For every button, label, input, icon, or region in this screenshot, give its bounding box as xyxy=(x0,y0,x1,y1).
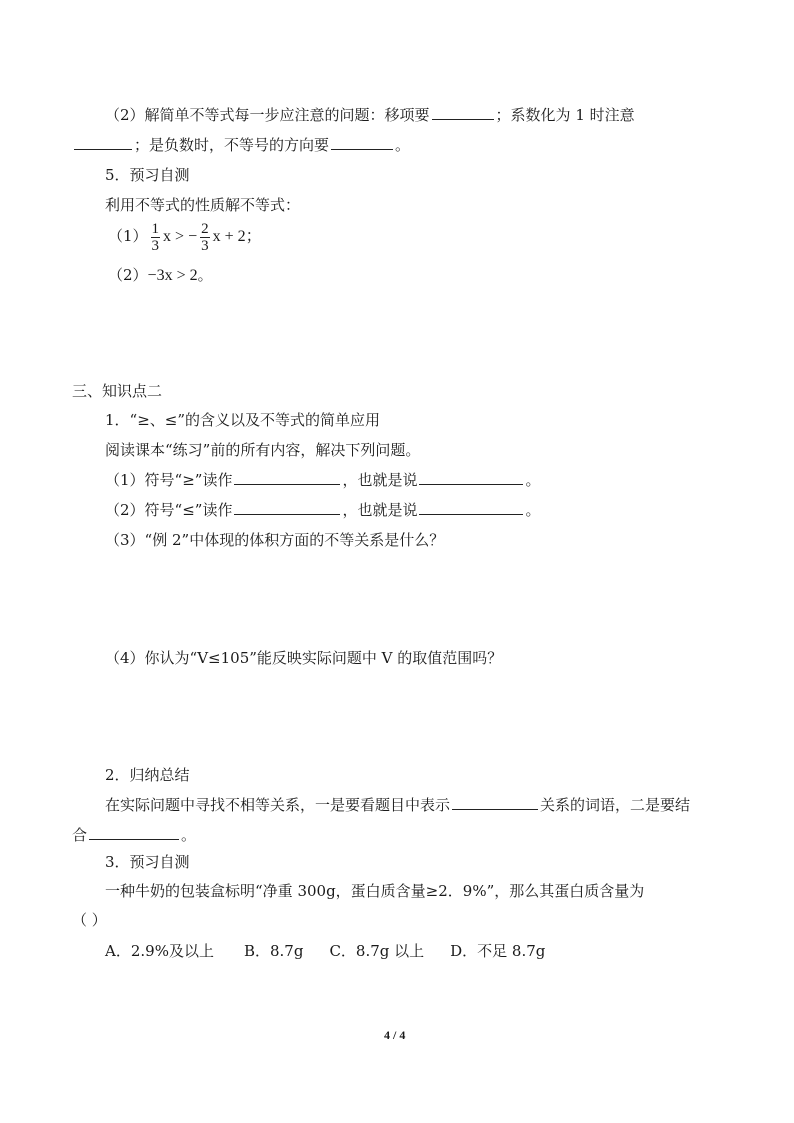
item3-question: 一种牛奶的包装盒标明“净重 300g，蛋白质含量≥2．9%”，那么其蛋白质含量为 xyxy=(105,882,645,900)
step-attention-text: （2）解简单不等式每一步应注意的问题：移项要 xyxy=(105,106,430,124)
denominator: 3 xyxy=(151,237,160,254)
item1-question-1 xyxy=(105,470,540,490)
question-label: （1） xyxy=(108,227,148,245)
item2-summary-line1 xyxy=(105,795,690,815)
item3-options xyxy=(105,941,545,961)
item1-instruction: 阅读课本“练习”前的所有内容，解决下列问题。 xyxy=(105,441,421,459)
question-text: ，也就是说 xyxy=(342,501,418,519)
preview5-question-2 xyxy=(108,265,213,286)
period: 。 xyxy=(525,471,541,489)
fraction-two-thirds xyxy=(200,221,210,254)
answer-blank[interactable] xyxy=(419,470,523,485)
step-attention-question-line1 xyxy=(105,105,635,125)
preview5-question-1 xyxy=(108,218,262,255)
summary-text: 在实际问题中寻找不相等关系，一是要看题目中表示 xyxy=(105,796,451,814)
inequality-expression: −3x > 2 xyxy=(147,267,198,284)
coefficient-text: ；系数化为 1 时注意 xyxy=(495,106,635,124)
period: 。 xyxy=(181,826,197,844)
section3-heading: 三、知识点二 xyxy=(72,382,163,400)
item1-title: 1．“≥、≤”的含义以及不等式的简单应用 xyxy=(105,411,381,429)
period: 。 xyxy=(395,136,411,154)
answer-blank[interactable] xyxy=(452,795,538,810)
fraction-one-third xyxy=(151,221,161,254)
question-text: ，也就是说 xyxy=(342,471,418,489)
item2-title: 2．归纳总结 xyxy=(105,766,190,784)
item2-summary-line2 xyxy=(72,825,196,845)
answer-blank[interactable] xyxy=(331,135,393,150)
answer-blank[interactable] xyxy=(74,135,132,150)
answer-blank[interactable] xyxy=(419,500,523,515)
summary-text: 关系的词语，二是要结 xyxy=(540,796,691,814)
negative-coef-text: ；是负数时，不等号的方向要 xyxy=(134,136,330,154)
item3-answer-paren: （ ） xyxy=(72,911,107,929)
inequality-expression: x + 2； xyxy=(212,228,262,245)
item3-title: 3．预习自测 xyxy=(105,853,190,871)
summary-text: 合 xyxy=(72,826,88,844)
answer-blank[interactable] xyxy=(432,105,494,120)
option-b[interactable]: B．8.7g xyxy=(243,942,304,960)
answer-blank[interactable] xyxy=(234,500,340,515)
page-number: 4 / 4 xyxy=(384,1028,406,1042)
question-text: （1）符号“≥”读作 xyxy=(105,471,233,489)
item1-question-3: （3）“例 2”中体现的体积方面的不等关系是什么？ xyxy=(105,531,445,549)
option-d[interactable]: D．不足 8.7g xyxy=(450,942,546,960)
question-text: （2）符号“≤”读作 xyxy=(105,501,233,519)
item1-question-4: （4）你认为“V≤105”能反映实际问题中 V 的取值范围吗？ xyxy=(105,649,503,667)
preview5-title: 5．预习自测 xyxy=(105,166,190,184)
answer-blank[interactable] xyxy=(234,470,340,485)
question-label: （2） xyxy=(108,266,148,284)
option-a[interactable]: A．2.9%及以上 xyxy=(105,942,214,960)
option-c[interactable]: C．8.7g 以上 xyxy=(329,942,425,960)
preview5-instruction: 利用不等式的性质解不等式： xyxy=(105,196,301,214)
answer-blank[interactable] xyxy=(89,825,179,840)
item1-question-2 xyxy=(105,500,540,520)
period: 。 xyxy=(197,266,213,284)
denominator: 3 xyxy=(201,237,209,254)
inequality-expression: x > − xyxy=(163,228,198,245)
numerator: 2 xyxy=(201,220,209,237)
numerator: 1 xyxy=(151,220,160,237)
period: 。 xyxy=(525,501,541,519)
step-attention-question-line2 xyxy=(72,135,410,155)
